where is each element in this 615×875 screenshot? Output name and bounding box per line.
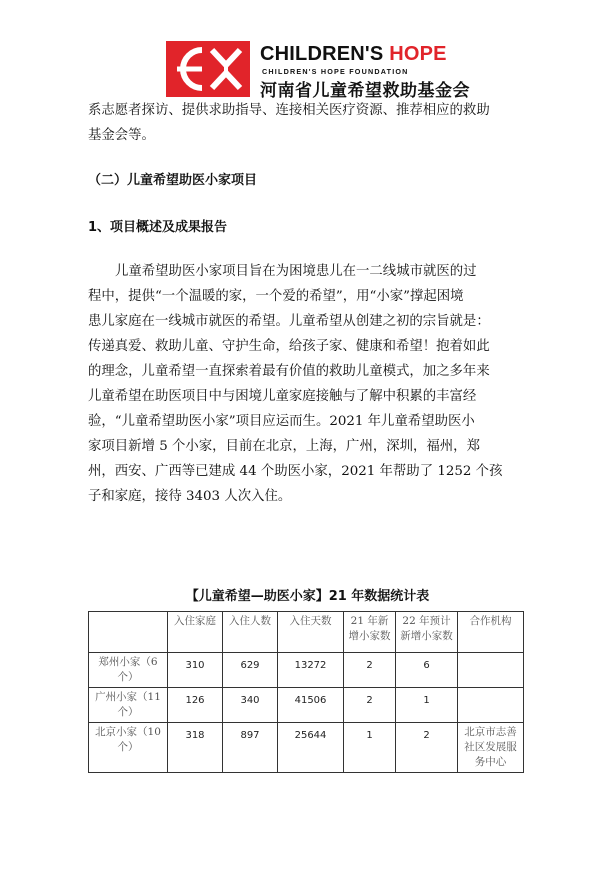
table-cell xyxy=(458,653,524,688)
table-header-row xyxy=(89,612,524,653)
logo-subtitle-en: CHILDREN'S HOPE FOUNDATION xyxy=(262,67,409,76)
children-hope-logo-mark-icon xyxy=(166,41,250,97)
body-line: 患儿家庭在一线城市就医的希望。儿童希望从创建之初的宗旨就是： xyxy=(88,314,490,329)
body-line: 传递真爱、救助儿童、守护生命，给孩子家、健康和希望！抱着如此 xyxy=(88,339,490,354)
table-cell: 126 xyxy=(168,688,223,723)
body-line: 的理念，儿童希望一直探索着最有价值的救助儿童模式，加之多年来 xyxy=(88,364,490,379)
logo-title: CHILDREN'S HOPE xyxy=(260,43,447,65)
intro-line: 基金会等。 xyxy=(88,128,155,143)
project-overview-paragraph xyxy=(88,259,528,509)
table-header-cell xyxy=(89,612,168,653)
subsection-heading: 1、项目概述及成果报告 xyxy=(88,220,228,235)
body-line: 子和家庭，接待 3403 人次入住。 xyxy=(88,489,292,504)
table-cell: 6 xyxy=(396,653,458,688)
table-row xyxy=(89,723,524,773)
table-cell: 340 xyxy=(223,688,278,723)
table-cell xyxy=(458,688,524,723)
statistics-table xyxy=(88,611,524,773)
row-label-cell: 北京小家（10 个） xyxy=(89,723,168,773)
body-line: 家项目新增 5 个小家，目前在北京，上海，广州，深圳，福州，郑 xyxy=(88,439,480,454)
logo-subtitle-cn: 河南省儿童希望救助基金会 xyxy=(260,81,470,101)
intro-paragraph xyxy=(88,98,528,148)
row-label-cell: 郑州小家（6 个） xyxy=(89,653,168,688)
table-header-cell: 21 年新增小家数 xyxy=(344,612,396,653)
table-row xyxy=(89,653,524,688)
table-header-cell: 22 年预计新增小家数 xyxy=(396,612,458,653)
table-caption: 【儿童希望—助医小家】21 年数据统计表 xyxy=(185,589,430,604)
table-header-cell: 入住天数 xyxy=(278,612,344,653)
table-header-cell: 入住人数 xyxy=(223,612,278,653)
intro-line: 系志愿者探访、提供求助指导、连接相关医疗资源、推荐相应的救助 xyxy=(88,103,490,118)
table-cell: 629 xyxy=(223,653,278,688)
table-cell: 2 xyxy=(396,723,458,773)
table-cell: 1 xyxy=(396,688,458,723)
partner-org-cell: 北京市志善社区发展服务中心 xyxy=(458,723,524,773)
body-line: 州，西安、广西等已建成 44 个助医小家，2021 年帮助了 1252 个孩 xyxy=(88,464,503,479)
table-cell: 2 xyxy=(344,653,396,688)
foundation-logo xyxy=(166,40,470,102)
table-cell: 897 xyxy=(223,723,278,773)
table-cell: 13272 xyxy=(278,653,344,688)
table-cell: 2 xyxy=(344,688,396,723)
table-cell: 310 xyxy=(168,653,223,688)
table-cell: 25644 xyxy=(278,723,344,773)
table-cell: 318 xyxy=(168,723,223,773)
body-line: 儿童希望在助医项目中与困境儿童家庭接触与了解中积累的丰富经 xyxy=(88,389,477,404)
body-line: 验，“儿童希望助医小家”项目应运而生。2021 年儿童希望助医小 xyxy=(88,414,475,429)
body-line: 儿童希望助医小家项目旨在为困境患儿在一二线城市就医的过 xyxy=(115,264,477,279)
table-row xyxy=(89,688,524,723)
table-header-cell: 合作机构 xyxy=(458,612,524,653)
section-heading: （二）儿童希望助医小家项目 xyxy=(88,173,258,188)
table-header-cell: 入住家庭 xyxy=(168,612,223,653)
table-cell: 41506 xyxy=(278,688,344,723)
body-line: 程中，提供“一个温暖的家，一个爱的希望”，用“小家”撑起困境 xyxy=(88,289,464,304)
row-label-cell: 广州小家（11 个） xyxy=(89,688,168,723)
table-cell: 1 xyxy=(344,723,396,773)
